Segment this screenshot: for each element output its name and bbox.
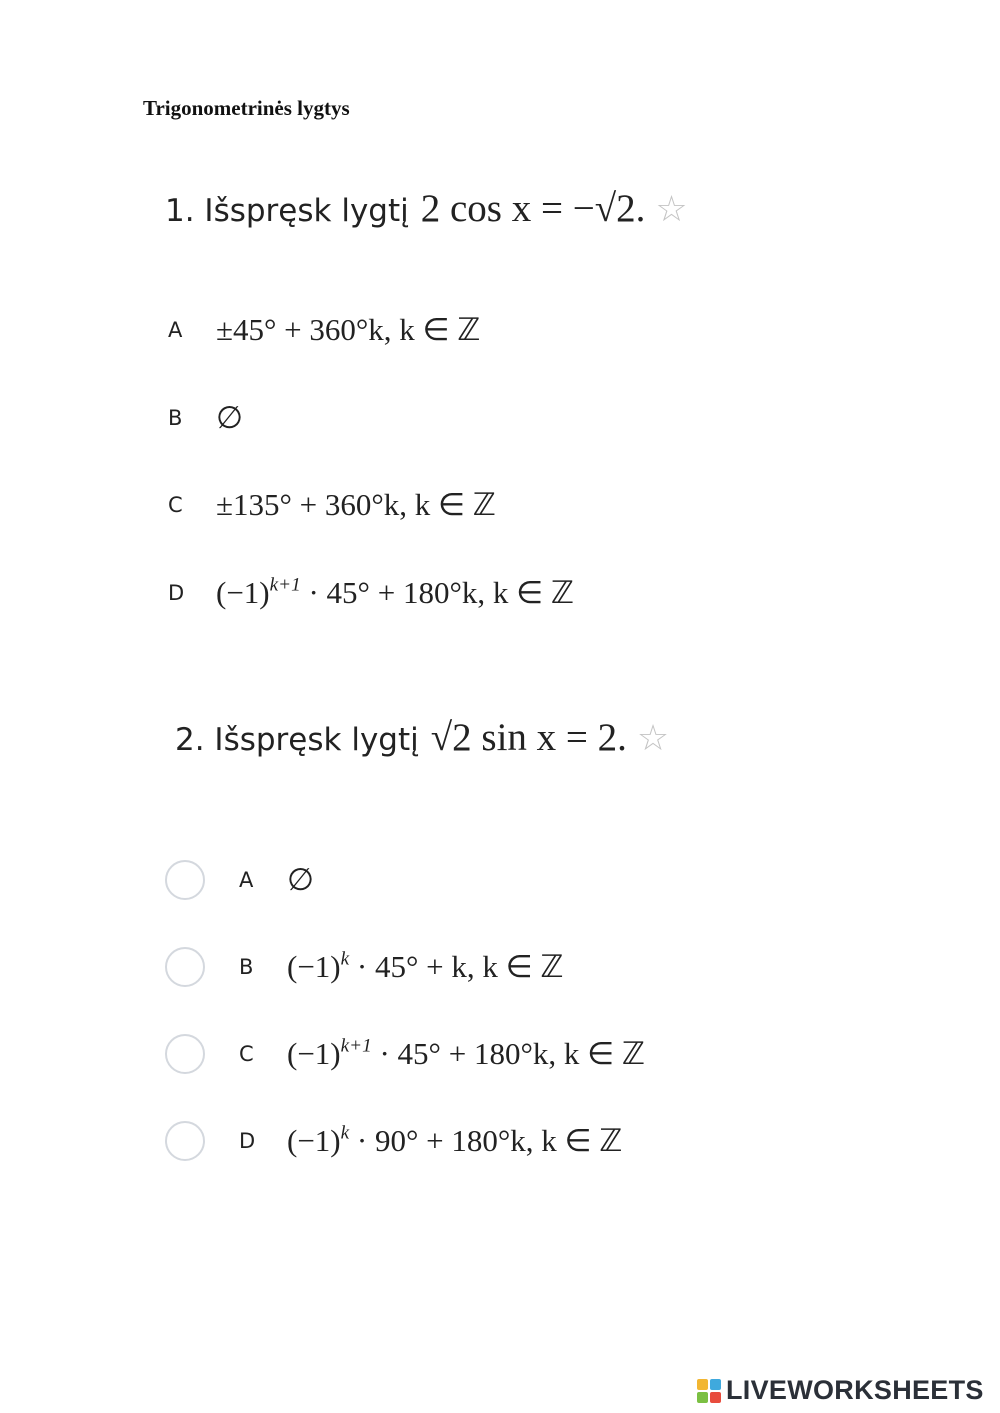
q2-option-c[interactable] [165, 1034, 645, 1074]
logo-square [710, 1379, 721, 1390]
question-2-label: 2. Išspręsk lygtį [175, 722, 419, 758]
option-letter: D [239, 1129, 256, 1153]
expr-base: (−1) [287, 949, 341, 984]
option-expression: ±135° + 360°k, k ∈ ℤ [216, 487, 496, 522]
expr-exponent: k+1 [340, 1035, 372, 1057]
question-2 [175, 715, 669, 760]
option-letter: C [168, 493, 183, 517]
option-expression: ±45° + 360°k, k ∈ ℤ [216, 312, 481, 347]
option-letter: A [239, 868, 254, 892]
q1-option-a[interactable] [168, 312, 480, 348]
expr-base: (−1) [216, 575, 270, 610]
option-expression [287, 949, 563, 985]
logo-square [697, 1392, 708, 1403]
expr-exponent: k+1 [269, 574, 301, 596]
q1-option-c[interactable] [168, 487, 496, 523]
expr-base: (−1) [287, 1123, 341, 1158]
expr-exponent: k [340, 948, 350, 970]
question-2-equation: √2 sin x = 2. [430, 716, 627, 759]
expr-exponent: k [340, 1122, 350, 1144]
document-title: Trigonometrinės lygtys [143, 96, 350, 120]
liveworksheets-logo-icon [697, 1379, 721, 1403]
radio-button[interactable] [165, 1121, 205, 1161]
option-letter: D [168, 581, 185, 605]
expr-rest: · 45° + k, k ∈ ℤ [349, 949, 564, 984]
star-icon[interactable]: ☆ [636, 718, 670, 759]
q1-option-b[interactable] [168, 400, 243, 436]
expr-base: (−1) [287, 1036, 341, 1071]
logo-square [697, 1379, 708, 1390]
expr-rest: · 90° + 180°k, k ∈ ℤ [349, 1123, 623, 1158]
question-1-label: 1. Išspręsk lygtį [165, 193, 409, 229]
q2-option-a[interactable] [165, 860, 314, 900]
liveworksheets-logo [697, 1375, 984, 1406]
question-1-equation: 2 cos x = −√2. [420, 187, 646, 230]
option-expression [216, 575, 574, 611]
q1-option-d[interactable] [168, 575, 574, 611]
option-expression: ∅ [216, 400, 244, 435]
option-expression: ∅ [287, 862, 315, 897]
option-letter: B [239, 955, 254, 979]
option-letter: A [168, 318, 183, 342]
option-expression [287, 1123, 622, 1159]
option-expression [287, 1036, 645, 1072]
radio-button[interactable] [165, 1034, 205, 1074]
expr-rest: · 45° + 180°k, k ∈ ℤ [300, 575, 574, 610]
q2-option-d[interactable] [165, 1121, 622, 1161]
question-1 [165, 186, 688, 231]
star-icon[interactable]: ☆ [655, 189, 688, 230]
option-letter: C [239, 1042, 254, 1066]
logo-square [710, 1392, 721, 1403]
q2-option-b[interactable] [165, 947, 563, 987]
radio-button[interactable] [165, 860, 205, 900]
option-letter: B [168, 406, 183, 430]
brand-name: LIVEWORKSHEETS [726, 1375, 984, 1405]
radio-button[interactable] [165, 947, 205, 987]
expr-rest: · 45° + 180°k, k ∈ ℤ [371, 1036, 645, 1071]
